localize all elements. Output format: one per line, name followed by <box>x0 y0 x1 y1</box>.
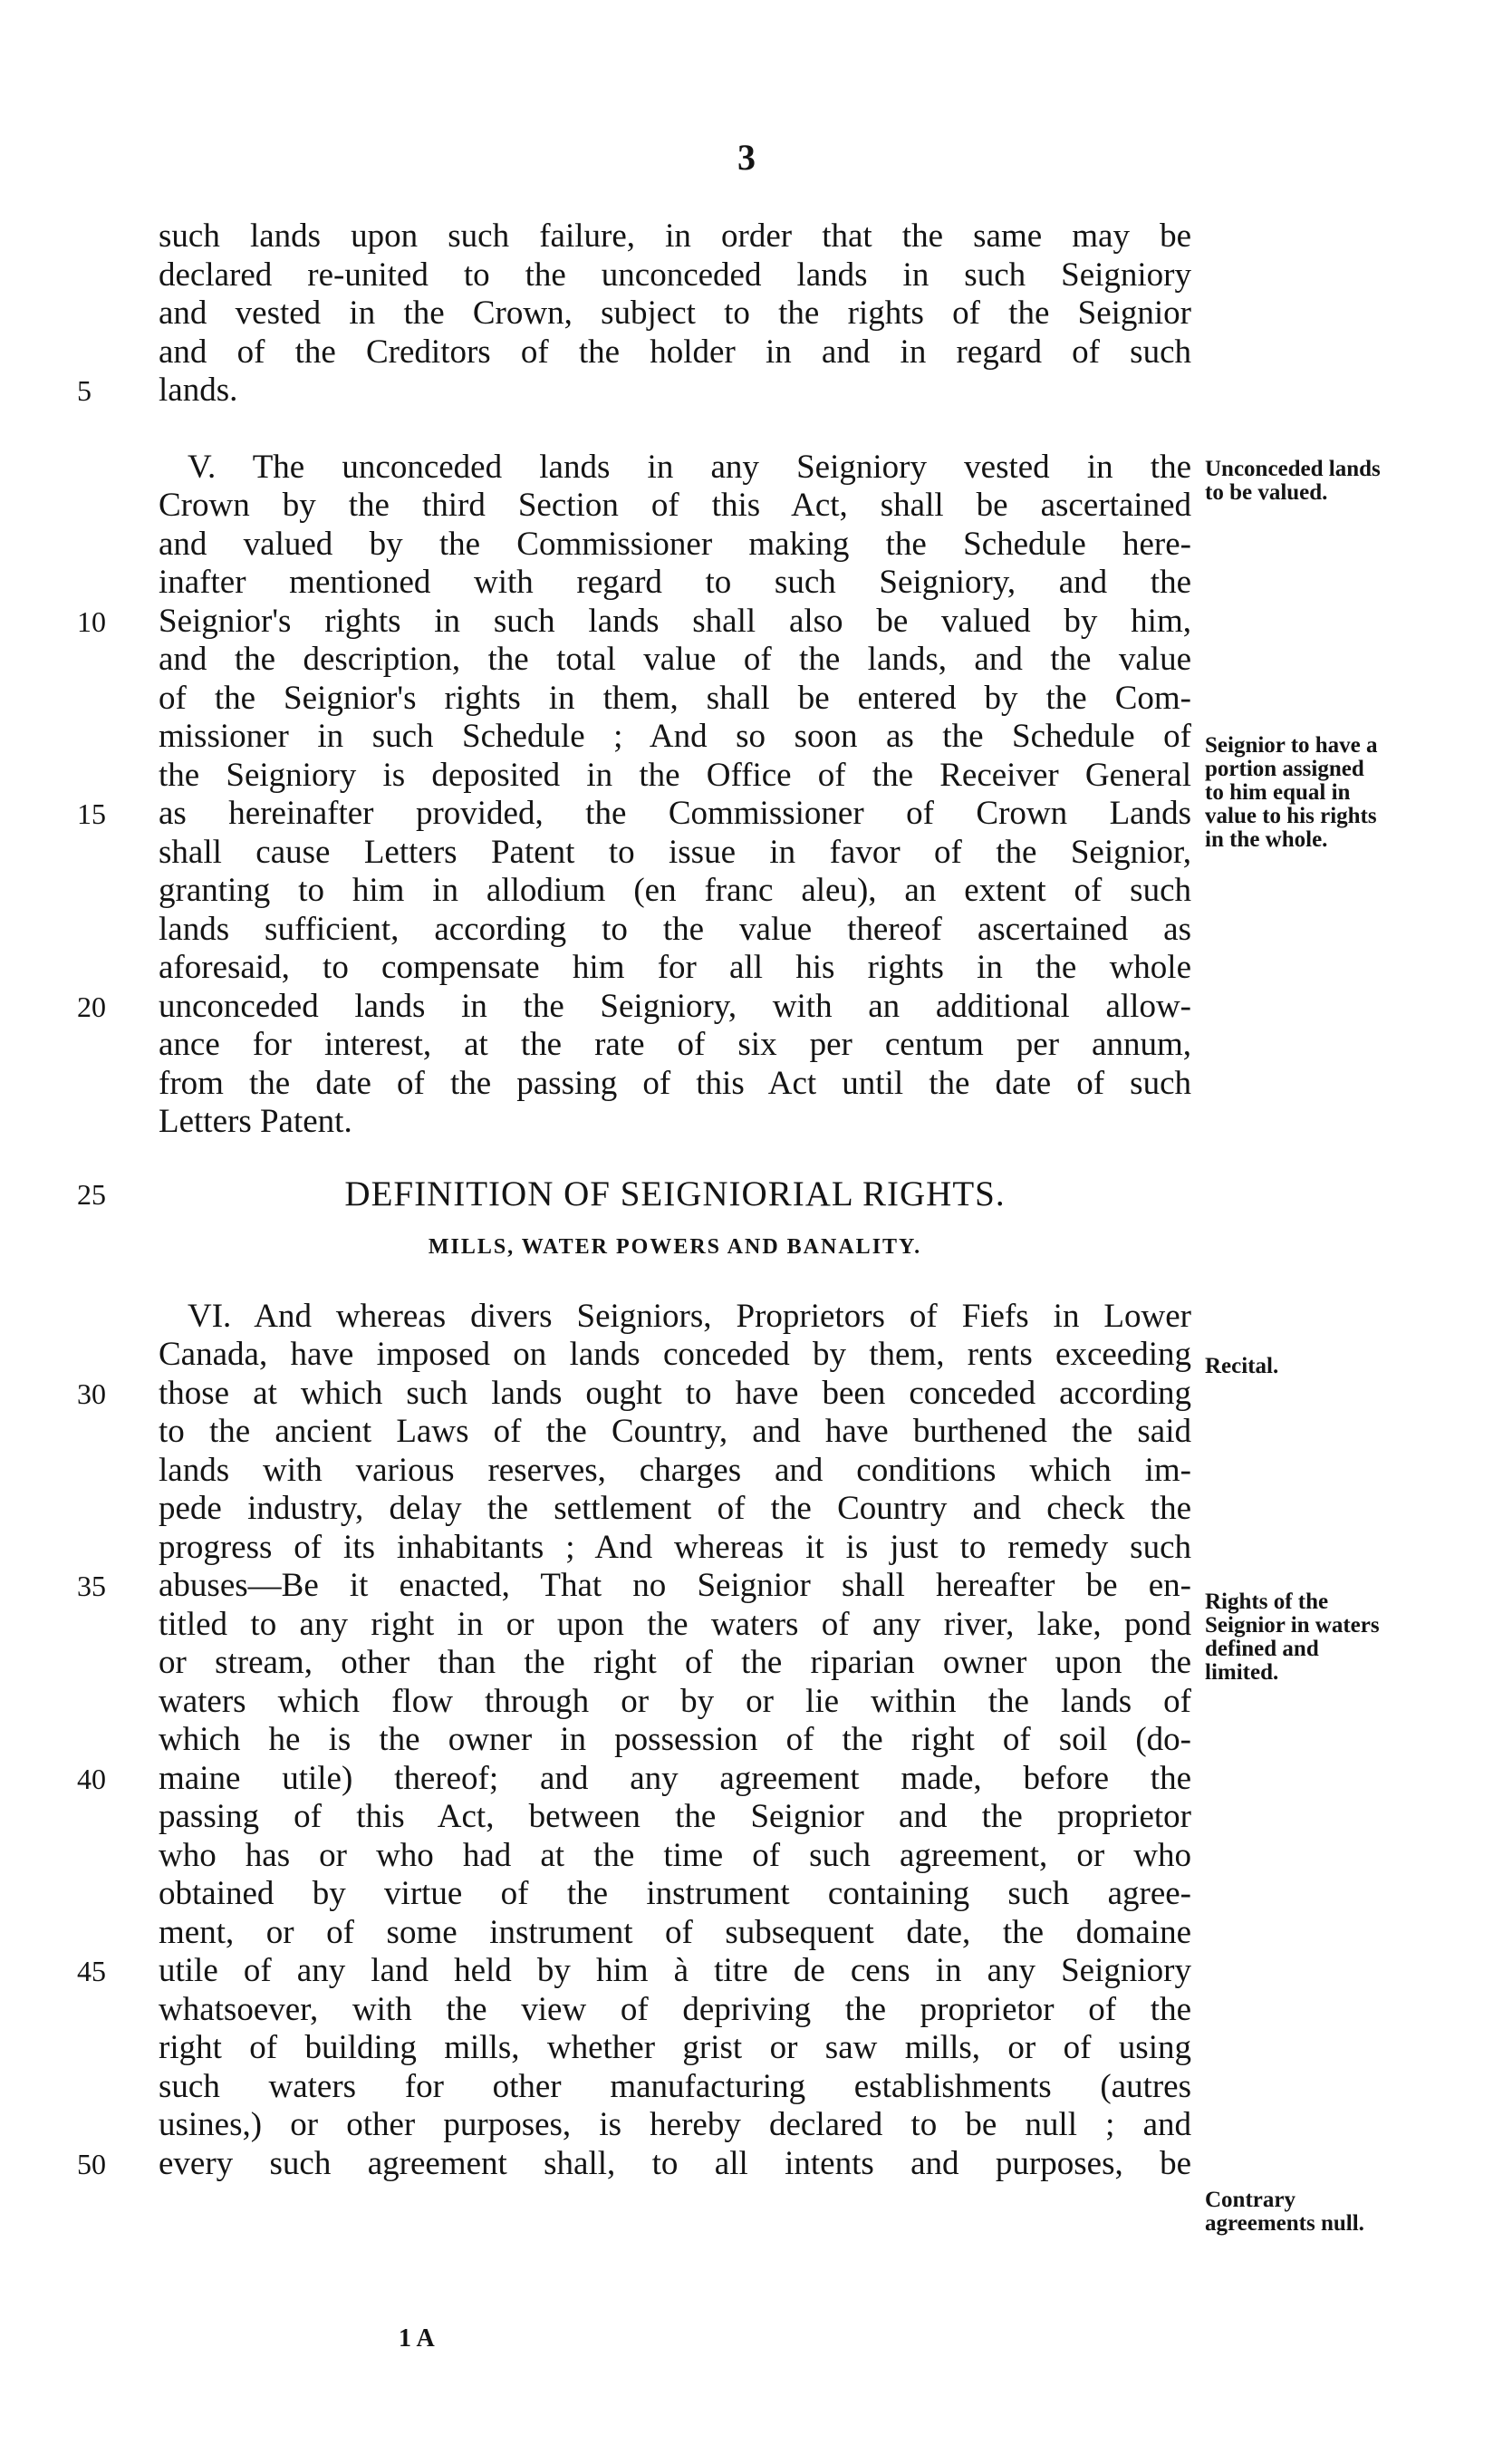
text-line: right of building mills, whether grist or saw mills, or of using <box>159 2029 1191 2066</box>
text-line: 50 every such agreement shall, to all intents and purposes, be <box>77 2144 1191 2182</box>
signature-mark: 1 A <box>399 2324 435 2353</box>
text-line: 10 Seignior's rights in such lands shall also be valued by him, <box>77 602 1191 640</box>
text-line: usines,) or other purposes, is hereby declared to be null ; and <box>159 2106 1191 2143</box>
text-line: 15 as hereinafter provided, the Commissioner of Crown Lands <box>77 795 1191 832</box>
text-line: who has or who had at the time of such agreement, or who <box>159 1836 1191 1874</box>
text-line: such lands upon such failure, in order that the same may be <box>159 217 1191 255</box>
text-line: and valued by the Commissioner making the Schedule here- <box>159 525 1191 563</box>
line-number: 50 <box>77 2147 106 2180</box>
line-number: 30 <box>77 1377 106 1410</box>
margin-note: Unconceded lands to be valued. <box>1205 457 1381 505</box>
text-line: to the ancient Laws of the Country, and have burthened the said <box>159 1413 1191 1450</box>
text-line: passing of this Act, between the Seignior and the proprietor <box>159 1798 1191 1835</box>
text-line: shall cause Letters Patent to issue in favor of the Seignior, <box>159 833 1191 871</box>
text-line: missioner in such Schedule ; And so soon as the Schedule of <box>159 718 1191 755</box>
line-number: 20 <box>77 990 106 1023</box>
margin-note: Contrary agreements null. <box>1205 2188 1364 2236</box>
text-line: lands with various reserves, charges and conditions which im- <box>159 1451 1191 1489</box>
text-line: pede industry, delay the settlement of the Country and check the <box>159 1490 1191 1527</box>
text-line: 30 those at which such lands ought to have been conceded according <box>77 1374 1191 1412</box>
section-heading: 25 DEFINITION OF SEIGNIORIAL RIGHTS. <box>159 1167 1191 1222</box>
section-v-start: V. The unconceded lands in any Seigniory vested in the <box>188 448 1191 486</box>
text-line: 40 maine utile) thereof; and any agreement made, before the <box>77 1759 1191 1797</box>
text-line: and the description, the total value of the lands, and the value <box>159 641 1191 678</box>
text-line: which he is the owner in possession of the right of soil (do- <box>159 1721 1191 1758</box>
text-line: ance for interest, at the rate of six per centum per annum, <box>159 1026 1191 1063</box>
text-line: and vested in the Crown, subject to the rights of the Seignior <box>159 295 1191 332</box>
line-number: 10 <box>77 604 106 638</box>
document-body <box>77 217 1191 2183</box>
margin-note: Seignior to have a portion assigned to him equal in value to his rights in the whole. <box>1205 733 1378 852</box>
text-line: 20 unconceded lands in the Seigniory, with an additional allow- <box>77 987 1191 1025</box>
text-line: obtained by virtue of the instrument containing such agree- <box>159 1875 1191 1912</box>
text-line: 5 lands. <box>77 372 238 409</box>
text-line: inafter mentioned with regard to such Seigniory, and the <box>159 564 1191 601</box>
text-line: granting to him in allodium (en franc aleu), an extent of such <box>159 872 1191 909</box>
text-line: 35 abuses—Be it enacted, That no Seignior shall hereafter be en- <box>77 1567 1191 1604</box>
text-line: the Seigniory is deposited in the Office of the Receiver General <box>159 756 1191 794</box>
line-number: 15 <box>77 797 106 830</box>
text-line: Letters Patent. <box>159 1103 352 1140</box>
line-number: 5 <box>77 374 92 407</box>
text-line: Crown by the third Section of this Act, shall be ascertained <box>159 487 1191 524</box>
text-line: from the date of the passing of this Act until the date of such <box>159 1064 1191 1102</box>
margin-note: Recital. <box>1205 1354 1279 1378</box>
text-line: declared re-united to the unconceded lands in such Seigniory <box>159 256 1191 294</box>
text-line: aforesaid, to compensate him for all his rights in the whole <box>159 949 1191 986</box>
text-line: of the Seignior's rights in them, shall be entered by the Com- <box>159 679 1191 717</box>
text-line: titled to any right in or upon the waters of any river, lake, pond <box>159 1605 1191 1643</box>
text-line: progress of its inhabitants ; And whereas it is just to remedy such <box>159 1528 1191 1566</box>
text-line: and of the Creditors of the holder in and in regard of such <box>159 333 1191 371</box>
text-line: ment, or of some instrument of subsequent date, the domaine <box>159 1913 1191 1951</box>
line-number: 40 <box>77 1762 106 1795</box>
text-line: or stream, other than the right of the riparian owner upon the <box>159 1644 1191 1681</box>
text-line: waters which flow through or by or lie within the lands of <box>159 1682 1191 1720</box>
line-number: 35 <box>77 1570 106 1602</box>
line-number: 45 <box>77 1955 106 1987</box>
line-number: 25 <box>77 1177 106 1211</box>
text-line: 45 utile of any land held by him à titre de cens in any Seigniory <box>77 1952 1191 1989</box>
text-line: Canada, have imposed on lands conceded by them, rents exceeding <box>159 1336 1191 1373</box>
section-vi-start: VI. And whereas divers Seigniors, Proprietors of Fiefs in Lower <box>188 1297 1191 1335</box>
margin-note: Rights of the Seignior in waters defined and limited. <box>1205 1590 1380 1685</box>
text-line: such waters for other manufacturing establishments (autres <box>159 2067 1191 2105</box>
text-line: lands sufficient, according to the value thereof ascertained as <box>159 910 1191 948</box>
page-number: 3 <box>737 137 756 178</box>
text-line: whatsoever, with the view of depriving the proprietor of the <box>159 1990 1191 2028</box>
section-subheading: MILLS, WATER POWERS AND BANALITY. <box>428 1234 922 1259</box>
